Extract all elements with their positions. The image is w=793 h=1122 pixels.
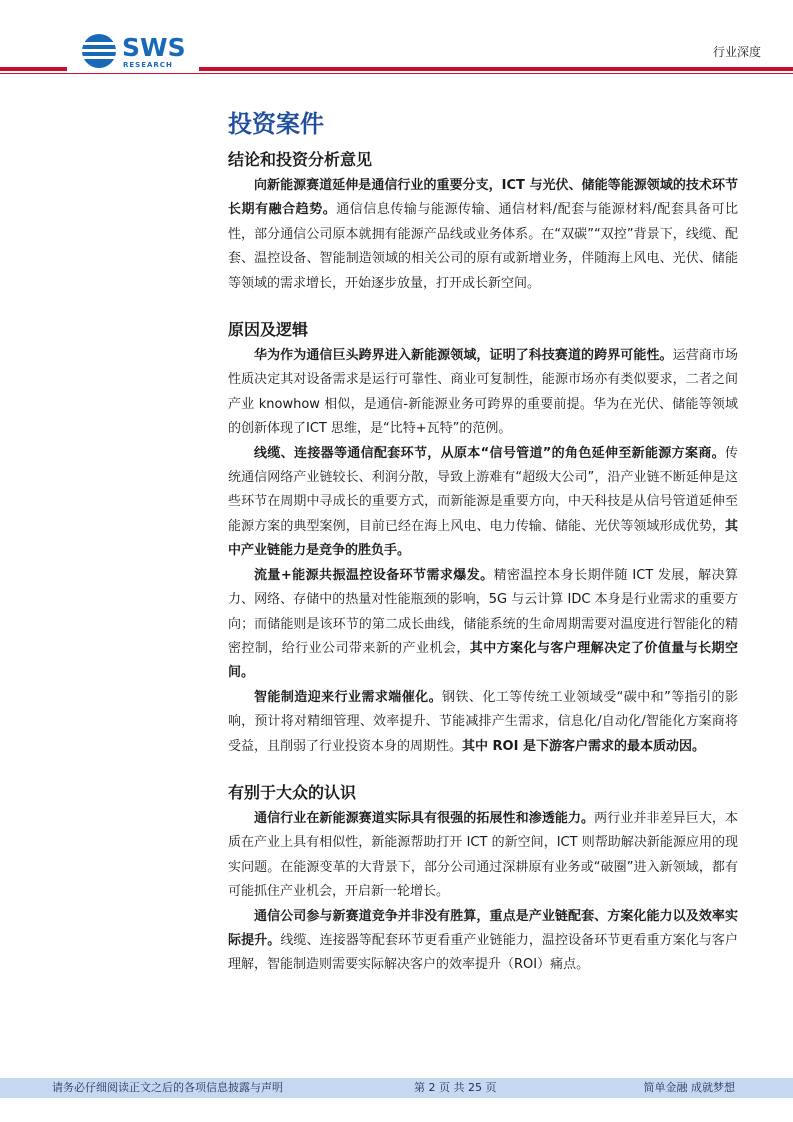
paragraph-body: 线缆、连接器等配套环节更看重产业链能力，温控设备环节更看重方案化与客户理解，智能制造则需要实际解决客户的效率提升（ROI）痛点。 bbox=[228, 932, 738, 973]
logo-text: SWS bbox=[122, 33, 186, 62]
paragraph bbox=[228, 344, 738, 442]
paragraph bbox=[228, 442, 738, 564]
paragraph-lead: 通信行业在新能源赛道实际具有很强的拓展性和渗透能力。 bbox=[254, 810, 595, 826]
paragraph-body: 通信信息传输与能源传输、通信材料/配套与能源材料/配套具备可比性，部分通信公司原本就拥有能源产品线或业务体系。在“双碳”“双控”背景下，线缆、配套、温控设备、智能制造领域的相关公司的原有或新增业务，伴随海上风电、光伏、储能等领域的需求增长，开始逐步放量，打开成长新空间。 bbox=[228, 202, 738, 291]
paragraph-lead: 华为作为通信巨头跨界进入新能源领域，证明了科技赛道的跨界可能性。 bbox=[254, 348, 673, 364]
logo-subtext: RESEARCH bbox=[123, 61, 173, 69]
paragraph-body: 精密温控本身长期伴随 ICT 发展，解决算力、网络、存储中的热量对性能瓶颈的影响，5G 与云计算 IDC 本身是行业需求的重要方向；而储能则是该环节的第二成长曲线，储能系统的生命周期需要对温度进行智能化的精密控制，给行业公司带来新的产业机会， bbox=[228, 567, 738, 656]
paragraph-lead: 线缆、连接器等通信配套环节，从原本“信号管道”的角色延伸至新能源方案商。 bbox=[254, 445, 725, 461]
paragraph-body: 运营商市场性质决定其对设备需求是运行可靠性、商业可复制性，能源市场亦有类似要求，二者之间产业 knowhow 相似，是通信-新能源业务可跨界的重要前提。华为在光伏、储能等领域的创新体现了ICT 思维，是“比特+瓦特”的范例。 bbox=[228, 348, 738, 437]
paragraph-tail: 其中产业链能力是竞争的胜负手。 bbox=[228, 518, 738, 559]
footer-disclaimer: 请务必仔细阅读正文之后的各项信息披露与声明 bbox=[52, 1081, 283, 1094]
main-content bbox=[228, 104, 738, 978]
paragraph bbox=[228, 905, 738, 978]
section-conclusion bbox=[228, 148, 738, 296]
sws-logo-icon bbox=[82, 34, 116, 68]
page-title: 投资案件 bbox=[228, 110, 324, 138]
paragraph-body: 传统通信网络产业链较长、利润分散，导致上游难有“超级大公司”，沿产业链不断延伸是这些环节在周期中寻成长的重要方式，而新能源是重要方向，中天科技是从信号管道延伸至能源方案的典型案例，目前已经在海上风电、电力传输、储能、光伏等领域形成优势， bbox=[228, 445, 738, 534]
header-rule-thin bbox=[0, 73, 793, 74]
footer-page-number: 第 2 页 共 25 页 bbox=[414, 1081, 497, 1094]
paragraph bbox=[228, 174, 738, 296]
sws-logo bbox=[82, 34, 192, 70]
paragraph-lead: 智能制造迎来行业需求端催化。 bbox=[254, 689, 443, 705]
paragraph-body: 两行业并非差异巨大，本质在产业上具有相似性，新能源帮助打开 ICT 的新空间，ICT 则帮助解决新能源应用的现实问题。在能源变革的大背景下，部分公司通过深耕原有业务或“破圈”进入新领域，都有可能抓住产业机会，开启新一轮增长。 bbox=[228, 810, 738, 900]
footer-slogan: 简单金融 成就梦想 bbox=[643, 1081, 735, 1094]
paragraph-tail: 其中 ROI 是下游客户需求的最本质动因。 bbox=[462, 738, 705, 754]
paragraph bbox=[228, 564, 738, 686]
section-heading: 结论和投资分析意见 bbox=[228, 150, 373, 169]
section-differentiated-view bbox=[228, 781, 738, 978]
header-rule-left bbox=[0, 67, 67, 71]
paragraph-tail: 其中方案化与客户理解决定了价值量与长期空间。 bbox=[228, 640, 738, 681]
report-type-label: 行业深度 bbox=[712, 45, 761, 59]
paragraph bbox=[228, 807, 738, 905]
paragraph-lead: 流量+能源共振温控设备环节需求爆发。 bbox=[254, 567, 494, 583]
section-heading: 有别于大众的认识 bbox=[228, 782, 357, 802]
header-rule-right bbox=[199, 67, 793, 71]
paragraph bbox=[228, 686, 738, 759]
page-footer bbox=[0, 1078, 793, 1098]
section-reasons bbox=[228, 318, 738, 759]
paragraph-lead: 通信公司参与新赛道竞争并非没有胜算，重点是产业链配套、方案化能力以及效率实际提升。 bbox=[228, 908, 738, 948]
paragraph-lead: 向新能源赛道延伸是通信行业的重要分支，ICT 与光伏、储能等能源领域的技术环节长期有融合趋势。 bbox=[228, 178, 738, 218]
paragraph-body: 钢铁、化工等传统工业领域受“碳中和”等指引的影响，预计将对精细管理、效率提升、节能减排产生需求，信息化/自动化/智能化方案商将受益，且削弱了行业投资本身的周期性。 bbox=[228, 689, 738, 754]
section-heading: 原因及逻辑 bbox=[228, 320, 309, 340]
page-header bbox=[0, 0, 793, 80]
